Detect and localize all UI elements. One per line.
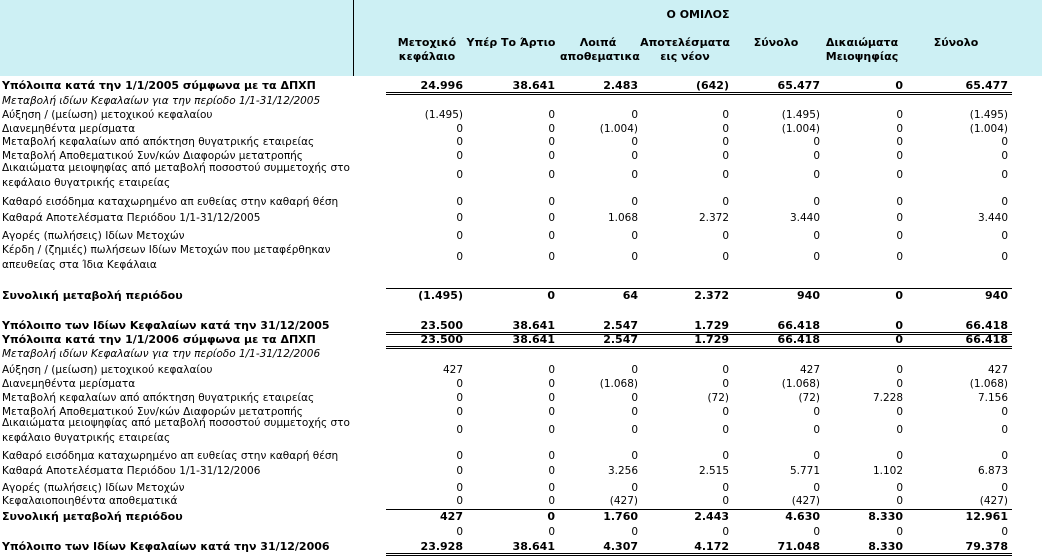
row-value: 0	[722, 169, 729, 181]
row-value: 12.961	[965, 510, 1008, 523]
row-value: 2.483	[603, 79, 638, 92]
row-value: 64	[622, 289, 638, 302]
row-value: 23.928	[420, 540, 463, 553]
row-value: 0	[896, 251, 903, 263]
row-value: 23.500	[420, 319, 463, 332]
row-value: 0	[722, 364, 729, 376]
row-value: 0	[813, 150, 820, 162]
row-label: Καθαρό εισόδημα καταχωρημένο απ ευθείας στην καθαρή θέση	[2, 196, 339, 208]
row-value: (642)	[695, 79, 729, 92]
row-value: 0	[631, 136, 638, 148]
row-label: Αγορές (πωλήσεις) Ιδίων Μετοχών	[2, 482, 185, 494]
row-value: 0	[456, 212, 463, 224]
row-value: 0	[813, 450, 820, 462]
row-value: 0	[631, 450, 638, 462]
row-value: 0	[547, 510, 555, 523]
row-value: 0	[722, 109, 729, 121]
row-label: Αύξηση / (μείωση) μετοχικού κεφαλαίου	[2, 109, 213, 121]
row-label: Καθαρά Αποτελέσματα Περιόδου 1/1-31/12/2005	[2, 212, 261, 224]
row-value: 1.102	[872, 465, 903, 477]
row-value: (1.004)	[969, 123, 1008, 135]
row-value: 0	[722, 230, 729, 242]
row-value: 0	[1001, 424, 1008, 436]
row-value: 2.515	[698, 465, 729, 477]
row-label: Καθαρό εισόδημα καταχωρημένο απ ευθείας στην καθαρή θέση	[2, 450, 339, 462]
row-value: (1.004)	[599, 123, 638, 135]
row-value: 79.378	[965, 540, 1008, 553]
row-label: Διανεμηθέντα μερίσματα	[2, 123, 136, 135]
row-value: 0	[456, 150, 463, 162]
row-value: 0	[548, 123, 555, 135]
row-value: 0	[631, 109, 638, 121]
row-label: Αύξηση / (μείωση) μετοχικού κεφαλαίου	[2, 364, 213, 376]
row-value: 2.372	[694, 289, 729, 302]
col-header-share-premium: Υπέρ Το Άρτιο	[466, 36, 556, 49]
row-value: 0	[456, 495, 463, 507]
row-value: 0	[456, 406, 463, 418]
row-value: 0	[896, 136, 903, 148]
row-label: Μεταβολή κεφαλαίων από απόκτηση θυγατρικής εταιρείας	[2, 392, 315, 404]
row-value: 0	[896, 406, 903, 418]
row-value: 0	[548, 378, 555, 390]
row-label: Κεφαλαιοποιηθέντα αποθεματικά	[2, 495, 178, 507]
row-value: 0	[813, 424, 820, 436]
row-value: 8.330	[868, 540, 903, 553]
row-value: 0	[548, 150, 555, 162]
row-label: Διανεμηθέντα μερίσματα	[2, 378, 136, 390]
row-value: 0	[813, 196, 820, 208]
row-value: 0	[722, 495, 729, 507]
group-title: Ο ΟΜΙΛΟΣ	[666, 8, 730, 21]
row-value: 0	[548, 465, 555, 477]
row-value: 38.641	[512, 333, 555, 346]
row-value: (1.495)	[424, 109, 463, 121]
row-value: 0	[548, 392, 555, 404]
row-value: 0	[1001, 196, 1008, 208]
row-value: 0	[813, 482, 820, 494]
total-double-rule	[386, 92, 1012, 95]
row-label: Αγορές (πωλήσεις) Ιδίων Μετοχών	[2, 230, 185, 242]
row-value: 0	[631, 150, 638, 162]
row-value: 66.418	[965, 333, 1008, 346]
row-value: 0	[456, 378, 463, 390]
row-value: 0	[813, 230, 820, 242]
row-value: 0	[896, 526, 903, 538]
row-value: 0	[631, 526, 638, 538]
row-value: 0	[631, 196, 638, 208]
row-value: (1.068)	[781, 378, 820, 390]
row-value: 0	[548, 169, 555, 181]
row-value: 0	[1001, 251, 1008, 263]
row-value: 0	[456, 251, 463, 263]
row-value: 1.729	[694, 319, 729, 332]
row-value: 0	[548, 251, 555, 263]
row-value: (72)	[707, 392, 729, 404]
row-value: 38.641	[512, 540, 555, 553]
row-label: Υπόλοιπο των Ιδίων Κεφαλαίων κατά την 31/12/2005	[2, 319, 330, 332]
row-value: 3.440	[977, 212, 1008, 224]
row-value: (1.004)	[781, 123, 820, 135]
row-label: Μεταβολή κεφαλαίων από απόκτηση θυγατρικής εταιρείας	[2, 136, 315, 148]
row-value: (1.495)	[781, 109, 820, 121]
row-value: 0	[813, 169, 820, 181]
row-value: 0	[813, 526, 820, 538]
row-value: 66.418	[965, 319, 1008, 332]
row-value: (427)	[791, 495, 820, 507]
row-value: 0	[548, 136, 555, 148]
row-value: 24.996	[420, 79, 463, 92]
row-value: 0	[722, 251, 729, 263]
row-label: Καθαρά Αποτελέσματα Περιόδου 1/1-31/12/2006	[2, 465, 261, 477]
row-label: Υπόλοιπα κατά την 1/1/2006 σύμφωνα με τα ΔΠΧΠ	[2, 333, 316, 346]
row-value: 5.771	[789, 465, 820, 477]
row-value: 940	[985, 289, 1008, 302]
row-label: Υπόλοιπα κατά την 1/1/2005 σύμφωνα με τα ΔΠΧΠ	[2, 79, 316, 92]
row-value: 65.477	[965, 79, 1008, 92]
row-value: 427	[799, 364, 820, 376]
row-value: (427)	[979, 495, 1008, 507]
row-value: 0	[548, 450, 555, 462]
row-value: 0	[722, 526, 729, 538]
row-value: 3.440	[789, 212, 820, 224]
row-value: 0	[896, 150, 903, 162]
row-value: 0	[456, 136, 463, 148]
row-label: Μεταβολή Αποθεματικού Συν/κών Διαφορών μετατροπής	[2, 150, 303, 162]
row-value: (427)	[609, 495, 638, 507]
row-value: 0	[722, 123, 729, 135]
row-value: 0	[722, 136, 729, 148]
row-value: (1.068)	[599, 378, 638, 390]
row-value: 0	[1001, 482, 1008, 494]
row-value: 0	[548, 196, 555, 208]
row-value: (72)	[798, 392, 820, 404]
col-header-grand-total: Σύνολο	[933, 36, 979, 49]
row-value: 0	[548, 406, 555, 418]
row-value: 0	[456, 169, 463, 181]
row-value: 0	[895, 289, 903, 302]
row-value: 0	[548, 364, 555, 376]
row-value: 0	[456, 392, 463, 404]
row-value: 0	[1001, 526, 1008, 538]
row-value: 2.443	[694, 510, 729, 523]
row-label: Δικαιώματα μειοψηφίας από μεταβολή ποσοστού συμμετοχής στο κεφάλαιο θυγατρικής εταιρείας	[2, 162, 350, 189]
row-value: 7.228	[872, 392, 903, 404]
row-label: Κέρδη / (ζημιές) πωλήσεων Ιδίων Μετοχών που μεταφέρθηκαν απευθείας στα Ίδια Κεφάλαια	[2, 244, 331, 271]
row-value: 1.760	[603, 510, 638, 523]
row-value: 0	[548, 526, 555, 538]
row-value: 0	[631, 364, 638, 376]
row-value: 2.372	[698, 212, 729, 224]
row-value: 0	[456, 482, 463, 494]
row-value: 0	[456, 424, 463, 436]
row-value: (1.495)	[969, 109, 1008, 121]
row-value: 38.641	[512, 79, 555, 92]
row-value: 0	[896, 450, 903, 462]
row-value: 0	[1001, 150, 1008, 162]
row-value: 0	[1001, 136, 1008, 148]
row-value: 3.256	[607, 465, 638, 477]
col-header-share-capital: Μετοχικό κεφάλαιο	[397, 36, 457, 63]
row-label: Μεταβολή ιδίων Κεφαλαίων για την περίοδο 1/1-31/12/2005	[2, 95, 321, 107]
row-value: 0	[548, 424, 555, 436]
row-label: Συνολική μεταβολή περιόδου	[2, 510, 183, 523]
row-value: 0	[896, 109, 903, 121]
row-value: 0	[722, 150, 729, 162]
row-value: 6.873	[977, 465, 1008, 477]
col-header-total: Σύνολο	[753, 36, 799, 49]
total-double-rule	[386, 346, 1012, 349]
subtotal-rule	[386, 288, 1012, 289]
row-label: Δικαιώματα μειοψηφίας από μεταβολή ποσοστού συμμετοχής στο κεφάλαιο θυγατρικής εταιρείας	[2, 417, 350, 444]
row-value: 38.641	[512, 319, 555, 332]
row-value: 940	[797, 289, 820, 302]
row-value: 0	[896, 378, 903, 390]
row-value: 0	[547, 289, 555, 302]
row-value: 0	[548, 230, 555, 242]
row-value: 0	[631, 392, 638, 404]
row-value: 71.048	[777, 540, 820, 553]
row-value: 427	[987, 364, 1008, 376]
row-value: 0	[722, 378, 729, 390]
row-value: 7.156	[977, 392, 1008, 404]
row-value: 0	[1001, 169, 1008, 181]
row-value: 65.477	[777, 79, 820, 92]
row-value: 0	[896, 364, 903, 376]
row-value: 0	[1001, 230, 1008, 242]
row-value: 0	[722, 424, 729, 436]
row-value: 8.330	[868, 510, 903, 523]
row-value: 0	[548, 109, 555, 121]
row-value: 0	[895, 79, 903, 92]
row-value: 0	[456, 450, 463, 462]
col-header-other-reserves: Λοιπά αποθεματικα	[560, 36, 640, 63]
row-value: 0	[813, 251, 820, 263]
row-value: 0	[1001, 450, 1008, 462]
row-value: 0	[548, 212, 555, 224]
row-value: 1.068	[607, 212, 638, 224]
row-value: 0	[896, 212, 903, 224]
row-value: 4.172	[694, 540, 729, 553]
total-double-rule	[386, 553, 1012, 556]
row-value: 0	[548, 495, 555, 507]
row-value: 0	[722, 450, 729, 462]
row-value: 0	[631, 230, 638, 242]
row-value: 2.547	[603, 319, 638, 332]
row-label: Συνολική μεταβολή περιόδου	[2, 289, 183, 302]
row-value: 23.500	[420, 333, 463, 346]
row-value: 0	[813, 406, 820, 418]
row-value: 0	[896, 424, 903, 436]
row-value: 0	[456, 196, 463, 208]
row-value: 0	[896, 123, 903, 135]
row-value: 0	[1001, 406, 1008, 418]
row-label: Υπόλοιπο των Ιδίων Κεφαλαίων κατά την 31/12/2006	[2, 540, 330, 553]
row-value: 0	[456, 123, 463, 135]
row-label: Μεταβολή Αποθεματικού Συν/κών Διαφορών μετατροπής	[2, 406, 303, 418]
row-value: (1.068)	[969, 378, 1008, 390]
row-value: 4.630	[785, 510, 820, 523]
row-value: 0	[896, 169, 903, 181]
row-value: 66.418	[777, 319, 820, 332]
row-value: 0	[631, 406, 638, 418]
row-value: 1.729	[694, 333, 729, 346]
row-value: 427	[440, 510, 463, 523]
row-value: 0	[896, 196, 903, 208]
col-header-retained-earnings: Αποτελέσματα εις νέον	[640, 36, 730, 63]
row-value: 4.307	[603, 540, 638, 553]
row-label: Μεταβολή ιδίων Κεφαλαίων για την περίοδο 1/1-31/12/2006	[2, 348, 321, 360]
row-value: 0	[813, 136, 820, 148]
row-value: 0	[631, 424, 638, 436]
row-value: 2.547	[603, 333, 638, 346]
row-value: 0	[722, 196, 729, 208]
row-value: 0	[631, 251, 638, 263]
row-value: 66.418	[777, 333, 820, 346]
col-header-minority-interest: Δικαιώματα Μειοψηφίας	[825, 36, 899, 63]
row-value: 0	[722, 482, 729, 494]
row-value: 0	[896, 495, 903, 507]
subtotal-rule	[386, 509, 1012, 510]
row-value: 0	[896, 482, 903, 494]
row-value: 0	[456, 230, 463, 242]
row-value: 0	[896, 230, 903, 242]
row-value: 0	[548, 482, 555, 494]
row-value: 0	[456, 465, 463, 477]
row-value: 0	[456, 526, 463, 538]
row-value: 427	[442, 364, 463, 376]
row-value: 0	[631, 169, 638, 181]
row-value: 0	[895, 319, 903, 332]
row-value: 0	[895, 333, 903, 346]
row-value: 0	[631, 482, 638, 494]
row-value: (1.495)	[418, 289, 463, 302]
row-value: 0	[722, 406, 729, 418]
